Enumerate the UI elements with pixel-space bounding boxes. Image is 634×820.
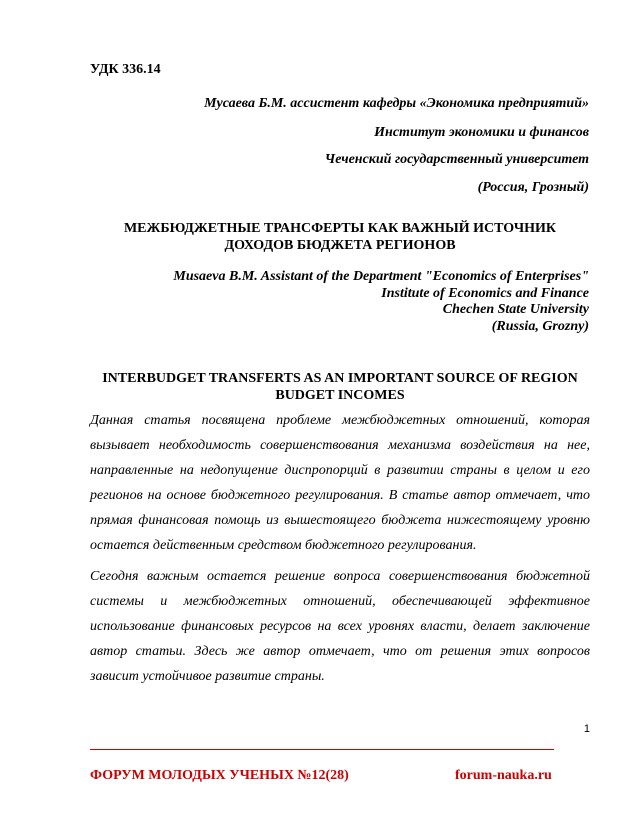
author-affiliation-ru-line2: Институт экономики и финансов: [374, 125, 589, 140]
article-title-en: [90, 370, 590, 404]
footer-divider: [90, 749, 554, 750]
abstract-paragraph-2-text: Сегодня важным остается решение вопроса совершенствования бюджетной системы и межбюджетных отношений, обеспечивающей эффективное использование финансовых ресурсов на всех уровнях власти, делает заключение автор статьи. Здесь же автор отмечает, что от решения этих вопросов зависит устойчивое развитие страны.: [90, 569, 590, 684]
article-title-en-line2: BUDGET INCOMES: [275, 388, 405, 403]
author-affiliation-en: [173, 269, 589, 335]
abstract-paragraph-1: [90, 408, 590, 558]
article-title-ru-line2: ДОХОДОВ БЮДЖЕТА РЕГИОНОВ: [224, 238, 456, 253]
article-title-ru-line1: МЕЖБЮДЖЕТНЫЕ ТРАНСФЕРТЫ КАК ВАЖНЫЙ ИСТОЧНИК: [123, 221, 557, 236]
author-affiliation-ru-line3: Чеченский государственный университет: [324, 152, 589, 167]
author-affiliation-ru-line1: Мусаева Б.М. ассистент кафедры «Экономика предприятий»: [204, 96, 589, 111]
author-affiliation-en-line3: Chechen State University: [442, 302, 589, 317]
author-affiliation-en-line1: Musaeva B.M. Assistant of the Department "Economics of Enterprises": [173, 269, 589, 284]
abstract-paragraph-1-text: Данная статья посвящена проблеме межбюджетных отношений, которая вызывает необходимость совершенствования механизма воздействия на нее, направленные на недопущение диспропорций в развитии страны в целом и его регионов на основе бюджетного регулирования. В статье автор отмечает, что прямая финансовая помощь из вышестоящего бюджета нижестоящему уровню остается действенным средством бюджетного регулирования.: [90, 413, 590, 553]
page-number: 1: [583, 723, 590, 735]
abstract-paragraph-2: [90, 564, 590, 689]
author-affiliation-ru-line4: (Россия, Грозный): [477, 180, 589, 195]
article-title-en-line1: INTERBUDGET TRANSFERTS AS AN IMPORTANT SOURCE OF REGION: [102, 371, 578, 386]
footer-website-link[interactable]: forum-nauka.ru: [455, 768, 552, 783]
author-affiliation-en-line2: Institute of Economics and Finance: [381, 285, 589, 301]
article-title-ru: [90, 220, 590, 254]
udk-code: УДК 336.14: [90, 62, 161, 77]
footer-journal-title: ФОРУМ МОЛОДЫХ УЧЕНЫХ №12(28): [90, 768, 349, 783]
author-affiliation-en-line4: (Russia, Grozny): [491, 318, 589, 334]
